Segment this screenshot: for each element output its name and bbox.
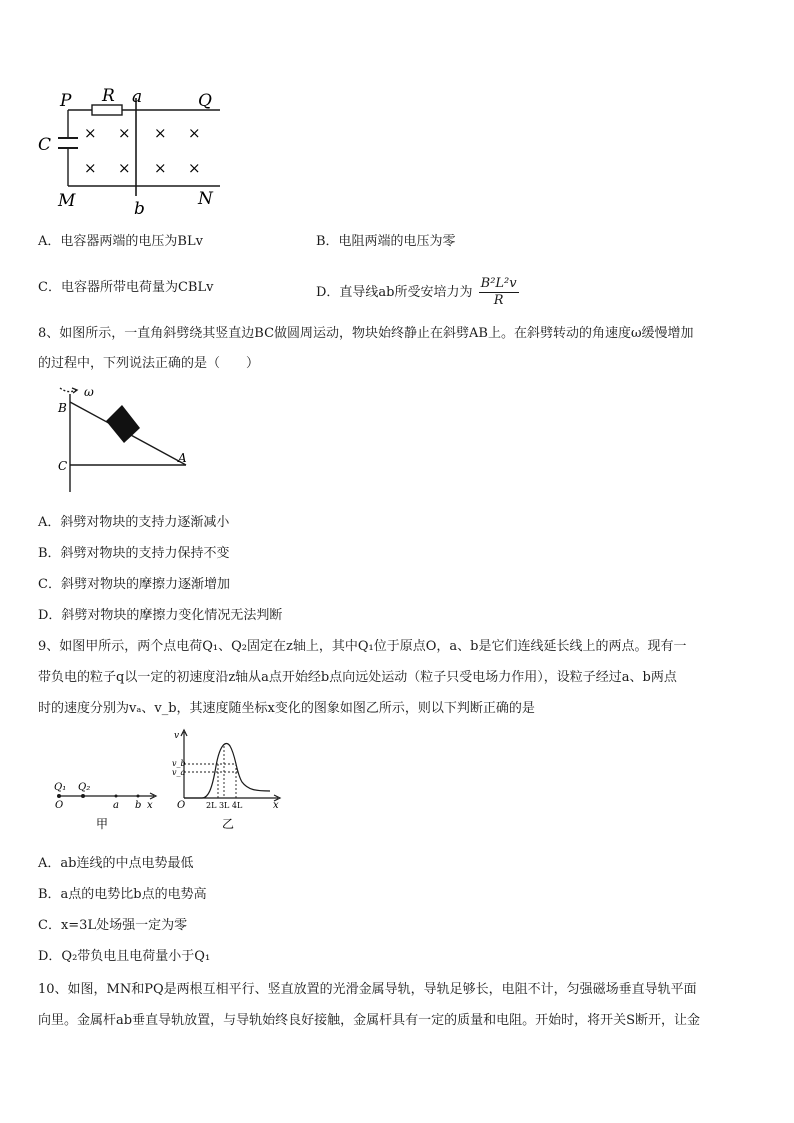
label-Q2: Q₂ <box>78 782 91 793</box>
label-omega: ω <box>84 385 94 399</box>
q9-stem-line2: 带负电的粒子q以一定的初速度沿z轴从a点开始经b点向远处运动（粒子只受电场力作用），设粒子经过a、b两点 <box>38 670 677 685</box>
field-cross: × <box>118 159 131 177</box>
fraction <box>479 276 519 309</box>
label-Q: Q <box>198 91 212 111</box>
label-a: a <box>132 87 143 107</box>
label-P: P <box>60 91 72 111</box>
q9-option-d: D．Q₂带负电且电荷量小于Q₁ <box>38 949 211 964</box>
label-x: x <box>273 800 279 811</box>
label-O: O <box>55 800 64 811</box>
q8-wedge-figure <box>50 384 200 496</box>
label-M: M <box>58 191 76 211</box>
q7-option-a: A．电容器两端的电压为BLv <box>38 234 203 249</box>
label-C: C <box>58 459 68 473</box>
field-cross: × <box>84 124 97 142</box>
fraction-denominator: R <box>493 293 504 308</box>
q7-option-d-text: D．直导线ab所受安培力为 <box>316 285 473 300</box>
field-cross: × <box>188 124 201 142</box>
label-x: x <box>147 800 153 811</box>
q8-stem-line1: 8、如图所示，一直角斜劈绕其竖直边BC做圆周运动，物块始终静止在斜劈AB上。在斜劈转动的角速度ω缓慢增加 <box>38 326 694 341</box>
label-B: B <box>58 401 67 415</box>
q9-option-b: B．a点的电势比b点的电势高 <box>38 887 207 902</box>
tick-labels: 2L 3L 4L <box>206 801 243 810</box>
q8-option-a: A．斜劈对物块的支持力逐渐减小 <box>38 515 230 530</box>
label-b: b <box>134 199 145 219</box>
q7-option-b: B．电阻两端的电压为零 <box>316 234 456 249</box>
q10-stem-line2: 向里。金属杆ab垂直导轨放置，与导轨始终良好接触，金属杆具有一定的质量和电阻。开始时，将开关S断开，让金 <box>38 1013 700 1028</box>
q7-option-c: C．电容器所带电荷量为CBLv <box>38 280 214 295</box>
field-cross: × <box>188 159 201 177</box>
q8-stem-line2: 的过程中，下列说法正确的是（ ） <box>38 356 260 371</box>
label-O: O <box>177 800 186 811</box>
q9-stem-line3: 时的速度分别为vₐ、v_b，其速度随坐标x变化的图象如图乙所示，则以下判断正确的是 <box>38 701 535 716</box>
field-cross: × <box>118 124 131 142</box>
label-va: v_a <box>172 768 186 777</box>
q7-circuit-figure <box>36 84 236 219</box>
label-v: v <box>174 731 180 741</box>
q9-figure-jia <box>50 770 170 832</box>
field-cross: × <box>154 159 167 177</box>
label-vb: v_b <box>172 759 186 768</box>
label-b: b <box>135 800 142 811</box>
q8-option-b: B．斜劈对物块的支持力保持不变 <box>38 546 230 561</box>
q8-option-c: C．斜劈对物块的摩擦力逐渐增加 <box>38 577 230 592</box>
q9-figure-yi <box>170 728 290 832</box>
q7-option-d <box>316 276 519 309</box>
field-cross: × <box>154 124 167 142</box>
q8-option-d: D．斜劈对物块的摩擦力变化情况无法判断 <box>38 608 283 623</box>
label-R: R <box>102 86 115 106</box>
label-C: C <box>38 135 52 155</box>
caption-jia: 甲 <box>96 817 109 831</box>
q9-option-c: C．x=3L处场强一定为零 <box>38 918 188 933</box>
label-A: A <box>178 451 187 465</box>
caption-yi: 乙 <box>222 817 235 831</box>
label-Q1: Q₁ <box>54 782 67 793</box>
q9-stem-line1: 9、如图甲所示，两个点电荷Q₁、Q₂固定在z轴上，其中Q₁位于原点O，a、b是它们连线延长线上的两点。现有一 <box>38 639 687 654</box>
q9-option-a: A．ab连线的中点电势最低 <box>38 856 194 871</box>
fraction-numerator: B²L²v <box>480 276 517 291</box>
label-N: N <box>198 189 213 209</box>
label-a: a <box>113 800 119 811</box>
field-cross: × <box>84 159 97 177</box>
q10-stem-line1: 10、如图，MN和PQ是两根互相平行、竖直放置的光滑金属导轨，导轨足够长，电阻不计，匀强磁场垂直导轨平面 <box>38 982 697 997</box>
